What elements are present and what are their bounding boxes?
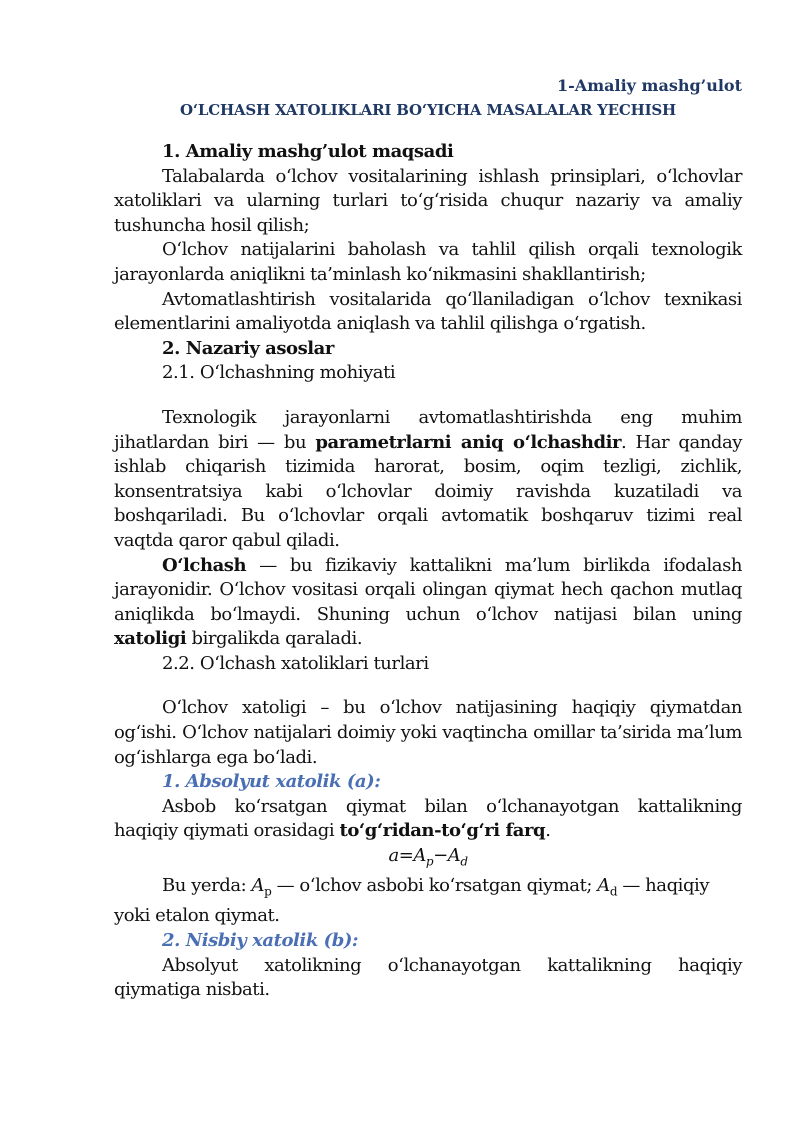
text-run: — o‘lchov asbobi ko‘rsatgan qiymat; xyxy=(271,875,598,897)
text-run: — haqiqiy xyxy=(617,875,710,897)
page-title: O‘LCHASH XATOLIKLARI BO‘YICHA MASALALAR YECHISH xyxy=(179,101,677,119)
lesson-label: 1-Amaliy mashg’ulot xyxy=(557,76,742,95)
theory-paragraph-3: O‘lchov xatoligi – bu o‘lchov natijasining haqiqiy qiymatdan og‘ishi. O‘lchov natijalari doimiy yoki vaqtincha omillar ta’sirida ma’lum og‘ishlarga ega bo‘ladi. xyxy=(114,697,742,768)
symbol: A xyxy=(251,875,265,897)
formula-explanation-line-1 xyxy=(114,874,742,904)
text-run: — bu fizikaviy kattalikni ma’lum birlikda ifodalash jarayonidir. O‘lchov vositasi orqali olingan qiymat hech qachon mutlaq aniqlikda bo‘lmaydi. Shuning uchun o‘lchov natijasi bilan uning xyxy=(114,554,742,625)
absolute-error-heading: 1. Absolyut xatolik (a): xyxy=(162,771,381,793)
spacer xyxy=(114,386,742,406)
symbol-subscript: d xyxy=(609,884,618,899)
goal-paragraph-2: O‘lchov natijalarini baholash va tahlil qilish orqali texnologik jarayonlarda aniqlikni ta’minlash ko‘nikmasini shakllantirish; xyxy=(114,239,742,285)
theory-paragraph-2 xyxy=(114,554,742,652)
text-run: birgalikda qaraladi. xyxy=(186,628,363,650)
bold-term: O‘lchash xyxy=(162,554,247,576)
goal-paragraph-3: Avtomatlashtirish vositalarida qo‘llaniladigan o‘lchov texnikasi elementlarini amaliyotda aniqlash va tahlil qilishga o‘rgatish. xyxy=(114,288,742,335)
relative-error-heading: 2. Nisbiy xatolik (b): xyxy=(162,930,359,951)
formula-explanation-line-2: yoki etalon qiymat. xyxy=(114,905,280,927)
formula-part: a=A xyxy=(388,845,426,867)
subheading-measurement-essence: 2.1. O‘lchashning mohiyati xyxy=(162,362,396,384)
section-heading-theory: 2. Nazariy asoslar xyxy=(162,337,334,359)
bold-term: to‘g‘ridan-to‘g‘ri farq xyxy=(339,820,546,842)
section-heading-goal: 1. Amaliy mashg’ulot maqsadi xyxy=(162,141,454,162)
bold-term: parametrlarni aniq o‘lchashdir xyxy=(315,431,622,453)
absolute-error-formula xyxy=(114,844,742,874)
page-content xyxy=(114,74,742,1003)
text-run: . xyxy=(545,820,551,842)
spacer xyxy=(114,676,742,696)
formula-part: −A xyxy=(433,845,461,867)
absolute-error-paragraph xyxy=(114,795,742,844)
symbol-subscript: p xyxy=(264,884,272,899)
theory-paragraph-1 xyxy=(114,406,742,554)
symbol: A xyxy=(597,875,610,897)
bold-term: xatoligi xyxy=(114,628,187,650)
relative-error-paragraph: Absolyut xatolikning o‘lchanayotgan kattalikning haqiqiy qiymatiga nisbati. xyxy=(114,954,742,1001)
goal-paragraph-1: Talabalarda o‘lchov vositalarining ishlash prinsiplari, o‘lchovlar xatoliklari va ularning turlari to‘g‘risida chuqur nazariy va amaliy tushuncha hosil qilish; xyxy=(114,165,742,236)
text-run: . Har qanday ishlab chiqarish tizimida harorat, bosim, oqim tezligi, zichlik, konsentratsiya kabi o‘lchovlar doimiy ravishda kuzatiladi va boshqariladi. Bu o‘lchovlar orqali avtomatik boshqaruv tizimi real vaqtda qaror qabul qiladi. xyxy=(114,431,742,551)
text-run: Bu yerda: xyxy=(162,875,252,897)
text-run: Texnologik jarayonlarni avtomatlashtirishda eng muhim jihatlardan biri — bu xyxy=(114,406,742,453)
text-run: Asbob ko‘rsatgan qiymat bilan o‘lchanayotgan kattalikning haqiqiy qiymati orasidagi xyxy=(114,795,742,842)
formula-subscript: p xyxy=(425,854,434,869)
formula-subscript: d xyxy=(460,854,468,869)
subheading-error-types: 2.2. O‘lchash xatoliklari turlari xyxy=(162,652,429,674)
